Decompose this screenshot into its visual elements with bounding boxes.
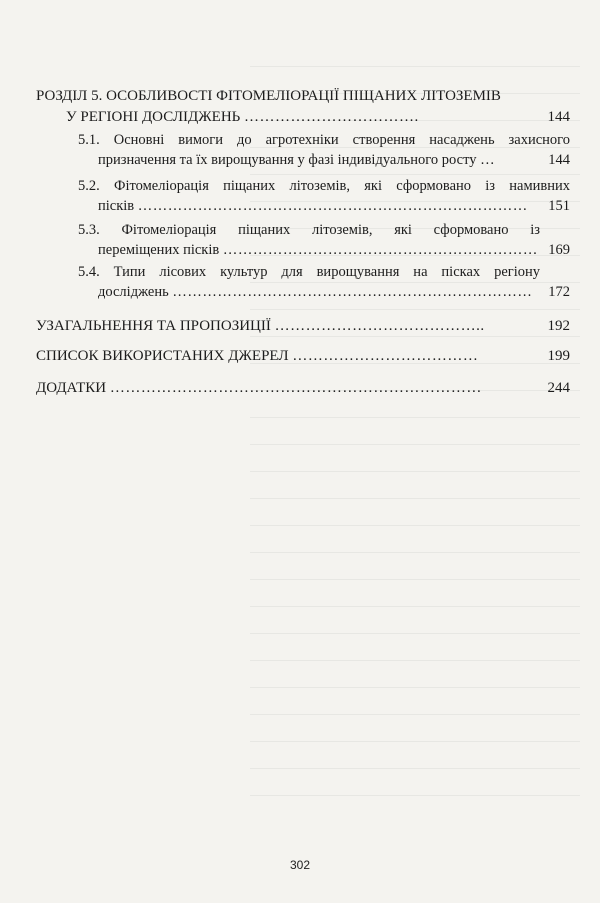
toc-references-title: СПИСОК ВИКОРИСТАНИХ ДЖЕРЕЛ bbox=[36, 348, 293, 364]
toc-page-number: 244 bbox=[547, 380, 570, 396]
toc-generalization-line bbox=[36, 316, 570, 336]
toc-section-5-3-line-1: 5.3. Фітомеліорація піщаних літоземів, які сформовано із bbox=[78, 222, 540, 238]
toc-generalization-title: УЗАГАЛЬНЕННЯ ТА ПРОПОЗИЦІЇ bbox=[36, 318, 275, 334]
toc-chapter-5-title-cont: У РЕГІОНІ ДОСЛІДЖЕНЬ bbox=[66, 109, 245, 125]
toc-section-5-1[interactable] bbox=[78, 130, 570, 174]
toc-section-5-2-line-1: 5.2. Фітомеліорація піщаних літоземів, які сформовано із намивних bbox=[78, 178, 570, 194]
toc-section-5-4-title-cont: досліджень bbox=[98, 284, 173, 300]
toc-page-number: 192 bbox=[547, 318, 570, 334]
toc-section-5-3[interactable] bbox=[78, 220, 570, 264]
toc-section-5-3-line-2 bbox=[98, 240, 570, 260]
toc-section-5-1-title-cont: призначення та їх вирощування у фазі індивідуального росту … bbox=[98, 152, 495, 168]
toc-chapter-5-line-2 bbox=[66, 107, 570, 127]
toc-references[interactable] bbox=[36, 346, 570, 368]
toc-chapter-5[interactable] bbox=[36, 86, 570, 130]
toc-leader-dots: ……………………………………………………………… bbox=[172, 284, 533, 300]
toc-appendices[interactable] bbox=[36, 378, 570, 400]
toc-leader-dots: ……………………………. bbox=[244, 109, 419, 125]
toc-page-number: 144 bbox=[547, 109, 570, 125]
toc-generalization[interactable] bbox=[36, 316, 570, 338]
toc-leader-dots: ……………………………… bbox=[292, 348, 479, 364]
page-number: 302 bbox=[289, 858, 311, 872]
toc-leader-dots: ……………………………………………………… bbox=[222, 242, 538, 258]
toc-section-5-1-line-2 bbox=[98, 150, 570, 170]
toc-section-5-4-line-2 bbox=[98, 282, 570, 302]
toc-section-5-2[interactable] bbox=[78, 176, 570, 220]
toc-appendices-title: ДОДАТКИ bbox=[36, 380, 110, 396]
toc-references-line bbox=[36, 346, 570, 366]
toc-page-number: 199 bbox=[547, 348, 570, 364]
toc-section-5-2-title-cont: пісків bbox=[98, 198, 138, 214]
toc-leader-dots: ……………………………………………………………… bbox=[109, 380, 482, 396]
toc-page-number: 144 bbox=[548, 152, 570, 168]
toc-leader-dots: …………………………………………………………………… bbox=[137, 198, 528, 214]
toc-chapter-5-line-1: РОЗДІЛ 5. ОСОБЛИВОСТІ ФІТОМЕЛІОРАЦІЇ ПІЩАНИХ ЛІТОЗЕМІВ bbox=[36, 88, 501, 104]
toc-appendices-line bbox=[36, 378, 570, 398]
toc-section-5-1-line-1: 5.1. Основні вимоги до агротехніки створення насаджень захисного bbox=[78, 132, 570, 148]
toc-leader-dots: ………………………………….. bbox=[274, 318, 485, 334]
toc-section-5-4[interactable] bbox=[78, 262, 570, 306]
toc-section-5-4-line-1: 5.4. Типи лісових культур для вирощування на пісках регіону bbox=[78, 264, 540, 280]
toc-section-5-3-title-cont: переміщених пісків bbox=[98, 242, 223, 258]
toc-page-number: 172 bbox=[548, 284, 570, 300]
toc-page-number: 169 bbox=[548, 242, 570, 258]
toc-section-5-2-line-2 bbox=[98, 196, 570, 216]
toc-page-number: 151 bbox=[548, 198, 570, 214]
